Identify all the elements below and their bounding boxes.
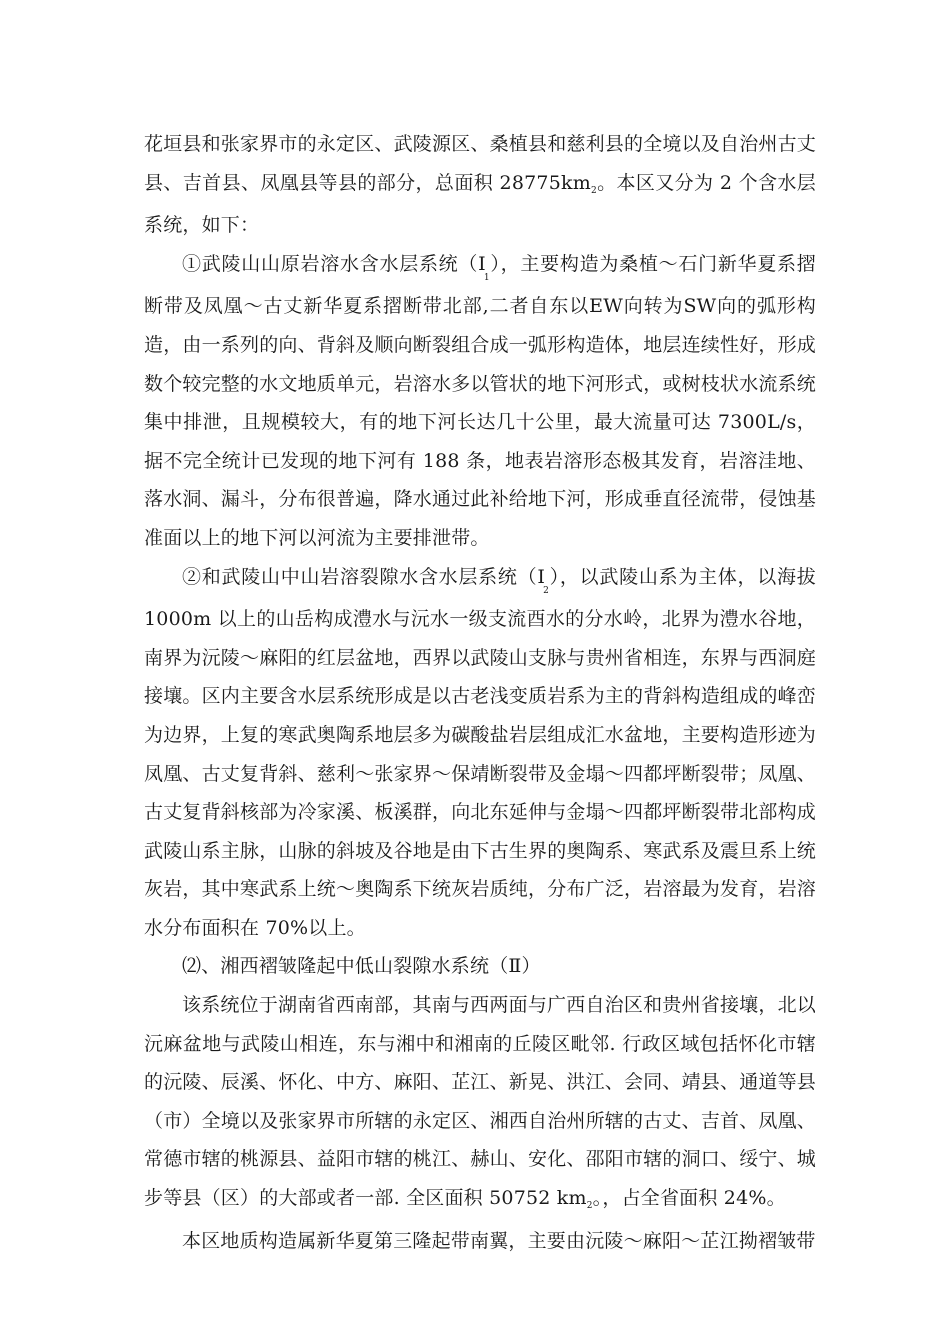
paragraph-3-head: ②和武陵山中山岩溶裂隙水含水层系统（I bbox=[182, 565, 546, 588]
paragraph-1 bbox=[144, 125, 816, 245]
paragraph-3-body: ），以武陵山系为主体，以海拔1000m 以上的山岳构成澧水与沅水一级支流酉水的分水岭，北界为澧水谷地，南界为沅陵～麻阳的红层盆地，西界以武陵山支脉与贵州省相连，东界与西洞庭接壤。区内主要含水层系统形成是以古老浅变质岩系为主的背斜构造组成的峰峦为边界，上复的寒武奥陶系地层多为碳酸盐岩层组成汇水盆地，主要构造形迹为凤凰、古丈复背斜、慈利～张家界～保靖断裂带及金塌～四都坪断裂带；凤凰、古丈复背斜核部为冷家溪、板溪群，向北东延伸与金塌～四都坪断裂带北部构成武陵山系主脉，山脉的斜坡及谷地是由下古生界的奥陶系、寒武系及震旦系上统灰岩，其中寒武系上统～奥陶系下统灰岩质纯，分布广泛，岩溶最为发育，岩溶水分布面积在 70%以上。 bbox=[144, 565, 817, 939]
paragraph-2-head: ①武陵山山原岩溶水含水层系统（I bbox=[182, 252, 486, 275]
superscript-km2: 2 bbox=[586, 1201, 593, 1212]
paragraph-2 bbox=[144, 245, 816, 558]
paragraph-6: 本区地质构造属新华夏第三隆起带南翼，主要由沅陵～麻阳～芷江拗褶皱带 bbox=[182, 1229, 816, 1252]
subscript-2: 2 bbox=[543, 585, 550, 596]
paragraph-1-text: 花垣县和张家界市的永定区、武陵源区、桑植县和慈利县的全境以及自治州古丈县、吉首县、凤凰县等县的部分，总面积 28775km bbox=[144, 133, 817, 194]
paragraph-5 bbox=[144, 986, 816, 1222]
section-heading: ⑵、湘西褶皱隆起中低山裂隙水系统（Ⅱ） bbox=[182, 955, 541, 978]
superscript-2: 2 bbox=[590, 185, 597, 196]
subscript-1: 1 bbox=[483, 272, 490, 283]
paragraph-1-tail: 。本区又分为 2 个含水层系统，如下： bbox=[144, 171, 816, 237]
paragraph-3 bbox=[144, 558, 816, 948]
paragraph-5-text: 该系统位于湖南省西南部，其南与西两面与广西自治区和贵州省接壤，北以沅麻盆地与武陵山相连，东与湘中和湘南的丘陵区毗邻. 行政区域包括怀化市辖的沅陵、辰溪、怀化、中方、麻阳、芷江、新晃、洪江、会同、靖县、通道等县（市）全境以及张家界市所辖的永定区、湘西自治州所辖的古丈、吉首、凤凰、常德市辖的桃源县、益阳市辖的桃江、赫山、安化、邵阳市辖的洞口、绥宁、城步等县（区）的大部或者一部. 全区面积 50752 km bbox=[144, 994, 817, 1210]
body-text bbox=[144, 125, 816, 1260]
paragraph-2-body: ），主要构造为桑植～石门新华夏系摺断带及凤凰～古丈新华夏系摺断带北部,二者自东以EW向转为SW向的弧形构造，由一系列的向、背斜及顺向断裂组合成一弧形构造体，地层连续性好，形成数个较完整的水文地质单元，岩溶水多以管状的地下河形式，或树枝状水流系统集中排泄，且规模较大，有的地下河长达几十公里，最大流量可达 7300L/s，据不完全统计已发现的地下河有 188 条，地表岩溶形态极其发育，岩溶洼地、落水洞、漏斗，分布很普遍，降水通过此补给地下河，形成垂直径流带，侵蚀基准面以上的地下河以河流为主要排泄带。 bbox=[144, 252, 817, 549]
paragraph-5-tail: 。，占全省面积 24%。 bbox=[592, 1187, 786, 1210]
